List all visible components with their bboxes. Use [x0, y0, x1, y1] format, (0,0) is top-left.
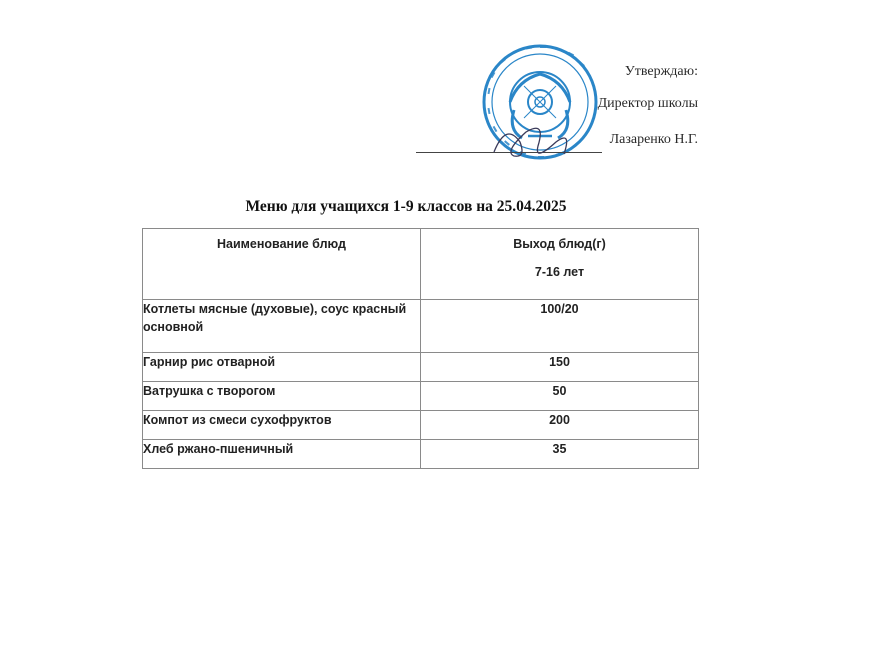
header-output-label: Выход блюд(г)	[513, 237, 606, 251]
table-row	[143, 300, 699, 353]
header-dish-name	[143, 229, 421, 300]
table-header-row	[143, 229, 699, 300]
page-title: Меню для учащихся 1-9 классов на 25.04.2025	[245, 198, 567, 215]
approval-label: Утверждаю:	[624, 64, 698, 79]
dish-qty: 50	[421, 382, 699, 411]
menu-table	[142, 228, 699, 469]
approver-name: Лазаренко Н.Г.	[609, 132, 698, 147]
dish-name: Котлеты мясные (духовые), соус красный основной	[143, 300, 421, 353]
table-row	[143, 382, 699, 411]
approver-position: Директор школы	[597, 96, 698, 111]
dish-qty: 150	[421, 353, 699, 382]
dish-name: Компот из смеси сухофруктов	[143, 411, 421, 440]
dish-name: Хлеб ржано-пшеничный	[143, 440, 421, 469]
table-row	[143, 353, 699, 382]
header-dish-name-label: Наименование блюд	[217, 237, 346, 251]
table-row	[143, 411, 699, 440]
signature-scribble-icon	[486, 112, 606, 172]
dish-qty: 100/20	[421, 300, 699, 353]
table-row	[143, 440, 699, 469]
dish-name: Ватрушка с творогом	[143, 382, 421, 411]
dish-qty: 35	[421, 440, 699, 469]
dish-name: Гарнир рис отварной	[143, 353, 421, 382]
dish-qty: 200	[421, 411, 699, 440]
header-output	[421, 229, 699, 300]
header-age-label: 7-16 лет	[534, 265, 585, 279]
